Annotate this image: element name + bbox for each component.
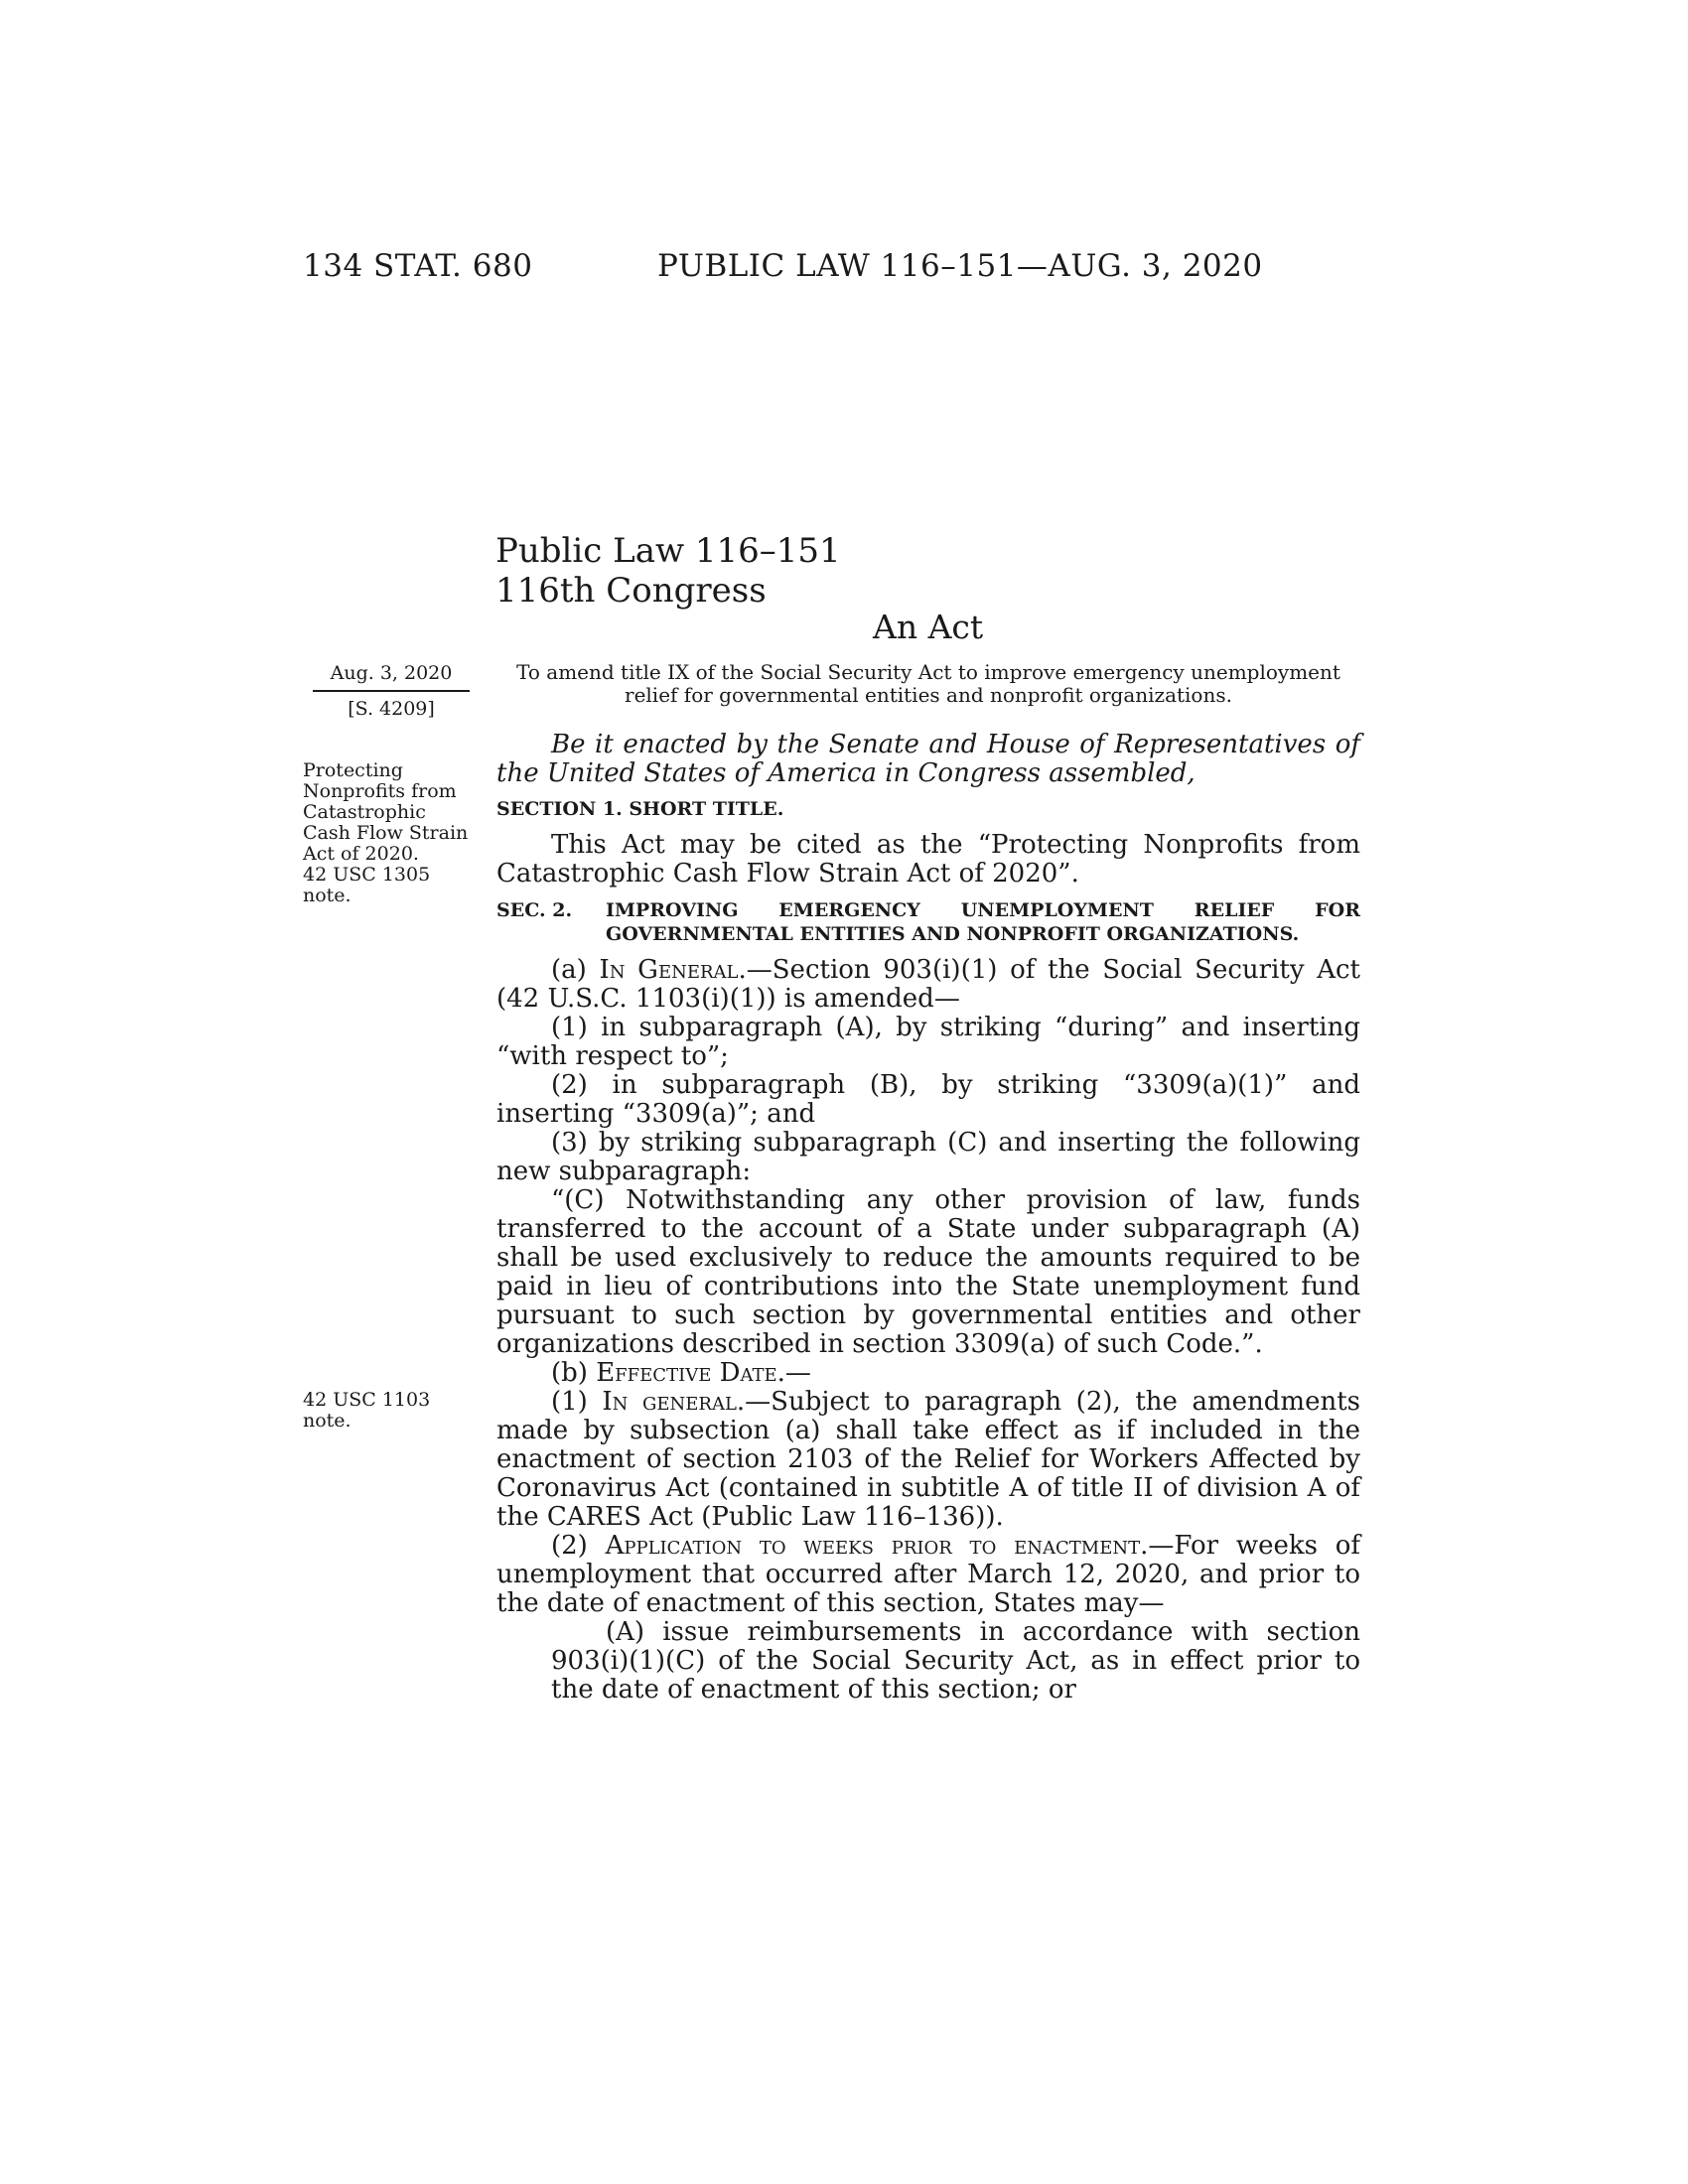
act-purpose: [496, 661, 1360, 707]
subparagraph-b2a-text: (A) issue reimbursements in accordance with section 903(i)(1)(C) of the Social Security Act, as in effect prior to the date of enactment of this section; or: [551, 1617, 1360, 1705]
title-block: [495, 531, 841, 611]
section-2-heading: [496, 898, 1360, 946]
margin-note-line: Cash Flow Strain: [303, 822, 469, 844]
section-2-label: SEC. 2.: [496, 899, 573, 921]
quoted-subparagraph-c: “(C) Notwithstanding any other provision of law, funds transferred to the account of a State under subparagraph (A) shall be used exclusively to reduce the amounts required to be paid in lieu of contributions into the State unemployment fund pursuant to such section by governmental entities and other organizations described in section 3309(a) of such Code.”.: [496, 1185, 1360, 1359]
margin-rule: [313, 690, 470, 692]
paragraph-b1-caption: In general: [602, 1387, 737, 1417]
purpose-line-1: To amend title IX of the Social Security Act to improve emergency unemployment: [516, 660, 1340, 684]
margin-note-line: 42 USC 1305: [303, 864, 431, 886]
subsection-b: [496, 1359, 1360, 1388]
stat-page-number: 134 STAT. 680: [303, 248, 533, 284]
margin-bill-number: [S. 4209]: [348, 698, 435, 720]
paragraph-b2: [442, 1532, 1360, 1618]
margin-note-line: note.: [303, 885, 352, 906]
paragraph-b1-lead: (1): [551, 1387, 603, 1417]
running-header: PUBLIC LAW 116–151—AUG. 3, 2020: [657, 248, 1263, 284]
section-1-text: This Act may be cited as the “Protecting Nonprofits from Catastrophic Cash Flow Strain Act of 2020”.: [496, 830, 1360, 888]
subsection-b-caption: Effective Date: [596, 1358, 777, 1388]
paragraph-a3: [442, 1129, 1360, 1186]
margin-note-line: Catastrophic: [303, 801, 426, 823]
paragraph-b2-text: .—For weeks of unemployment that occurred after March 12, 2020, and prior to the date of enactment of this section, States may—: [496, 1531, 1360, 1618]
margin-note-line: note.: [303, 1410, 352, 1432]
margin-note-line: Nonprofits from: [303, 780, 457, 802]
paragraph-a2: [442, 1071, 1360, 1129]
public-law-number: Public Law 116–151: [495, 531, 841, 571]
section-1-heading: SECTION 1. SHORT TITLE.: [496, 798, 784, 820]
purpose-line-2: relief for governmental entities and nonprofit organizations.: [625, 683, 1232, 707]
section-2-title: IMPROVING EMERGENCY UNEMPLOYMENT RELIEF FOR GOVERNMENTAL ENTITIES AND NONPROFIT ORGANIZATIONS.: [606, 899, 1360, 945]
paragraph-b1-text: .—Subject to paragraph (2), the amendments made by subsection (a) shall take effect as if included in the enactment of section 2103 of the Relief for Workers Affected by Coronavirus Act (contained in subtitle A of title II of division A of the CARES Act (Public Law 116–136)).: [496, 1387, 1361, 1532]
subsection-a-caption: In General: [599, 955, 739, 985]
margin-note-line: 42 USC 1103: [303, 1389, 431, 1411]
subsection-a-lead: (a): [551, 955, 600, 985]
an-act-heading: An Act: [873, 608, 984, 646]
paragraph-b1: [442, 1388, 1360, 1532]
margin-note-line: Protecting: [303, 759, 403, 781]
subsection-b-lead: (b): [551, 1358, 597, 1388]
paragraph-b2-lead: (2): [551, 1531, 606, 1561]
subsection-a-text: .—Section 903(i)(1) of the Social Security Act (42 U.S.C. 1103(i)(1)) is amended—: [496, 955, 1360, 1014]
act-body: [496, 731, 1360, 1705]
paragraph-b2-caption: Application to weeks prior to enactment: [605, 1531, 1141, 1561]
margin-note-line: Act of 2020.: [303, 843, 419, 865]
paragraph-a3-text: (3) by striking subparagraph (C) and inserting the following new subparagraph:: [496, 1128, 1360, 1186]
subsection-a: [496, 956, 1360, 1014]
paragraph-a1: [442, 1014, 1360, 1071]
paragraph-a1-text: (1) in subparagraph (A), by striking “during” and inserting “with respect to”;: [496, 1013, 1360, 1071]
subsection-b-dash: .—: [776, 1358, 811, 1388]
margin-note-short-title: [303, 760, 492, 906]
margin-date: Aug. 3, 2020: [330, 662, 453, 684]
paragraph-a2-text: (2) in subparagraph (B), by striking “3309(a)(1)” and inserting “3309(a)”; and: [496, 1070, 1360, 1129]
subparagraph-b2a: [442, 1618, 1360, 1705]
congress-number: 116th Congress: [495, 571, 767, 611]
enacting-clause: Be it enacted by the Senate and House of Representatives of the United States of America in Congress assembled,: [496, 730, 1360, 788]
